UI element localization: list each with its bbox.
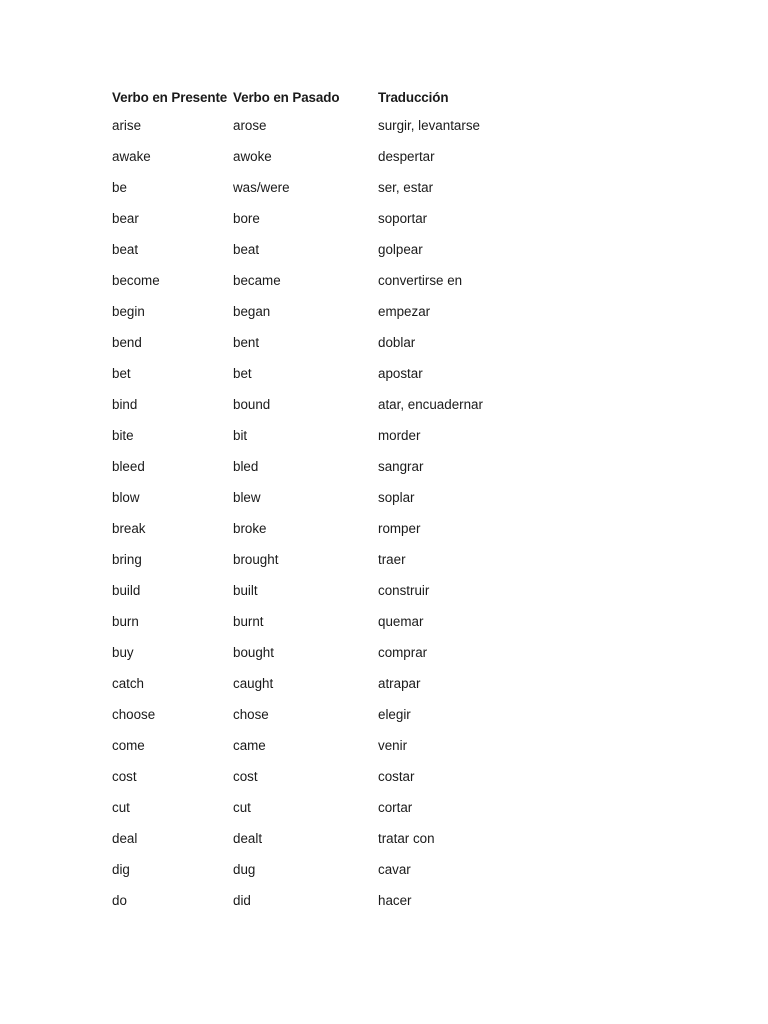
cell-translation: apostar <box>378 366 423 381</box>
table-row <box>110 358 536 389</box>
cell-present: bear <box>112 211 139 226</box>
header-translation: Traducción <box>378 89 449 105</box>
cell-present: be <box>112 180 127 195</box>
cell-present: buy <box>112 645 134 660</box>
cell-past: came <box>233 738 266 753</box>
irregular-verbs-table <box>110 84 536 916</box>
cell-past: beat <box>233 242 260 257</box>
cell-translation: atar, encuadernar <box>378 397 483 412</box>
cell-past: bit <box>233 428 248 443</box>
header-past: Verbo en Pasado <box>233 89 340 105</box>
cell-past: blew <box>233 490 261 505</box>
cell-present: blow <box>112 490 140 505</box>
cell-translation: elegir <box>378 707 411 722</box>
table-row <box>110 544 536 575</box>
header-row <box>110 84 536 110</box>
table-row <box>110 513 536 544</box>
cell-present: arise <box>112 118 142 133</box>
cell-past: built <box>233 583 258 598</box>
cell-translation: surgir, levantarse <box>378 118 480 133</box>
table-row <box>110 420 536 451</box>
cell-present: become <box>112 273 160 288</box>
table-row <box>110 575 536 606</box>
table-row <box>110 172 536 203</box>
table-row <box>110 606 536 637</box>
cell-translation: despertar <box>378 149 435 164</box>
cell-translation: quemar <box>378 614 424 629</box>
cell-translation: golpear <box>378 242 423 257</box>
cell-present: bend <box>112 335 142 350</box>
table-row <box>110 885 536 916</box>
cell-translation: soportar <box>378 211 428 226</box>
cell-past: dug <box>233 862 256 877</box>
cell-translation: soplar <box>378 490 415 505</box>
cell-past: bent <box>233 335 260 350</box>
cell-past: dealt <box>233 831 263 846</box>
cell-translation: cavar <box>378 862 411 877</box>
cell-translation: atrapar <box>378 676 421 691</box>
cell-past: did <box>233 893 251 908</box>
table-row <box>110 451 536 482</box>
cell-present: choose <box>112 707 156 722</box>
cell-past: bought <box>233 645 274 660</box>
table-row <box>110 699 536 730</box>
cell-present: deal <box>112 831 138 846</box>
table-header <box>110 84 536 110</box>
cell-translation: empezar <box>378 304 431 319</box>
cell-present: cost <box>112 769 137 784</box>
table-row <box>110 327 536 358</box>
cell-translation: construir <box>378 583 430 598</box>
cell-translation: tratar con <box>378 831 435 846</box>
table-row <box>110 110 536 141</box>
table-row <box>110 203 536 234</box>
table-row <box>110 637 536 668</box>
cell-past: bet <box>233 366 252 381</box>
cell-past: awoke <box>233 149 272 164</box>
cell-present: bind <box>112 397 138 412</box>
cell-present: break <box>112 521 146 536</box>
cell-translation: ser, estar <box>378 180 434 195</box>
cell-present: catch <box>112 676 145 691</box>
table-row <box>110 730 536 761</box>
cell-past: chose <box>233 707 269 722</box>
cell-present: bring <box>112 552 142 567</box>
cell-translation: morder <box>378 428 421 443</box>
table-row <box>110 296 536 327</box>
cell-present: build <box>112 583 141 598</box>
cell-present: awake <box>112 149 151 164</box>
table-row <box>110 389 536 420</box>
cell-translation: doblar <box>378 335 416 350</box>
cell-present: beat <box>112 242 139 257</box>
cell-past: cost <box>233 769 258 784</box>
cell-present: come <box>112 738 145 753</box>
table-row <box>110 482 536 513</box>
cell-translation: comprar <box>378 645 428 660</box>
cell-past: brought <box>233 552 279 567</box>
cell-past: cut <box>233 800 251 815</box>
table-row <box>110 265 536 296</box>
table-body <box>110 110 536 916</box>
cell-translation: hacer <box>378 893 412 908</box>
cell-present: begin <box>112 304 145 319</box>
table-row <box>110 141 536 172</box>
cell-translation: venir <box>378 738 408 753</box>
cell-present: bite <box>112 428 134 443</box>
cell-translation: costar <box>378 769 415 784</box>
cell-past: was/were <box>233 180 290 195</box>
cell-translation: romper <box>378 521 421 536</box>
cell-present: burn <box>112 614 139 629</box>
cell-past: began <box>233 304 271 319</box>
cell-present: do <box>112 893 127 908</box>
cell-past: caught <box>233 676 274 691</box>
cell-past: bled <box>233 459 259 474</box>
cell-present: bleed <box>112 459 145 474</box>
cell-translation: cortar <box>378 800 413 815</box>
cell-translation: sangrar <box>378 459 424 474</box>
cell-past: arose <box>233 118 267 133</box>
cell-present: dig <box>112 862 130 877</box>
cell-past: bore <box>233 211 260 226</box>
cell-present: cut <box>112 800 130 815</box>
cell-past: bound <box>233 397 271 412</box>
cell-translation: traer <box>378 552 406 567</box>
table-row <box>110 792 536 823</box>
cell-past: broke <box>233 521 267 536</box>
cell-past: became <box>233 273 281 288</box>
cell-past: burnt <box>233 614 264 629</box>
header-present: Verbo en Presente <box>112 89 228 105</box>
table-row <box>110 761 536 792</box>
table-row <box>110 234 536 265</box>
table-row <box>110 854 536 885</box>
cell-present: bet <box>112 366 131 381</box>
table-row <box>110 668 536 699</box>
table-row <box>110 823 536 854</box>
cell-translation: convertirse en <box>378 273 463 288</box>
